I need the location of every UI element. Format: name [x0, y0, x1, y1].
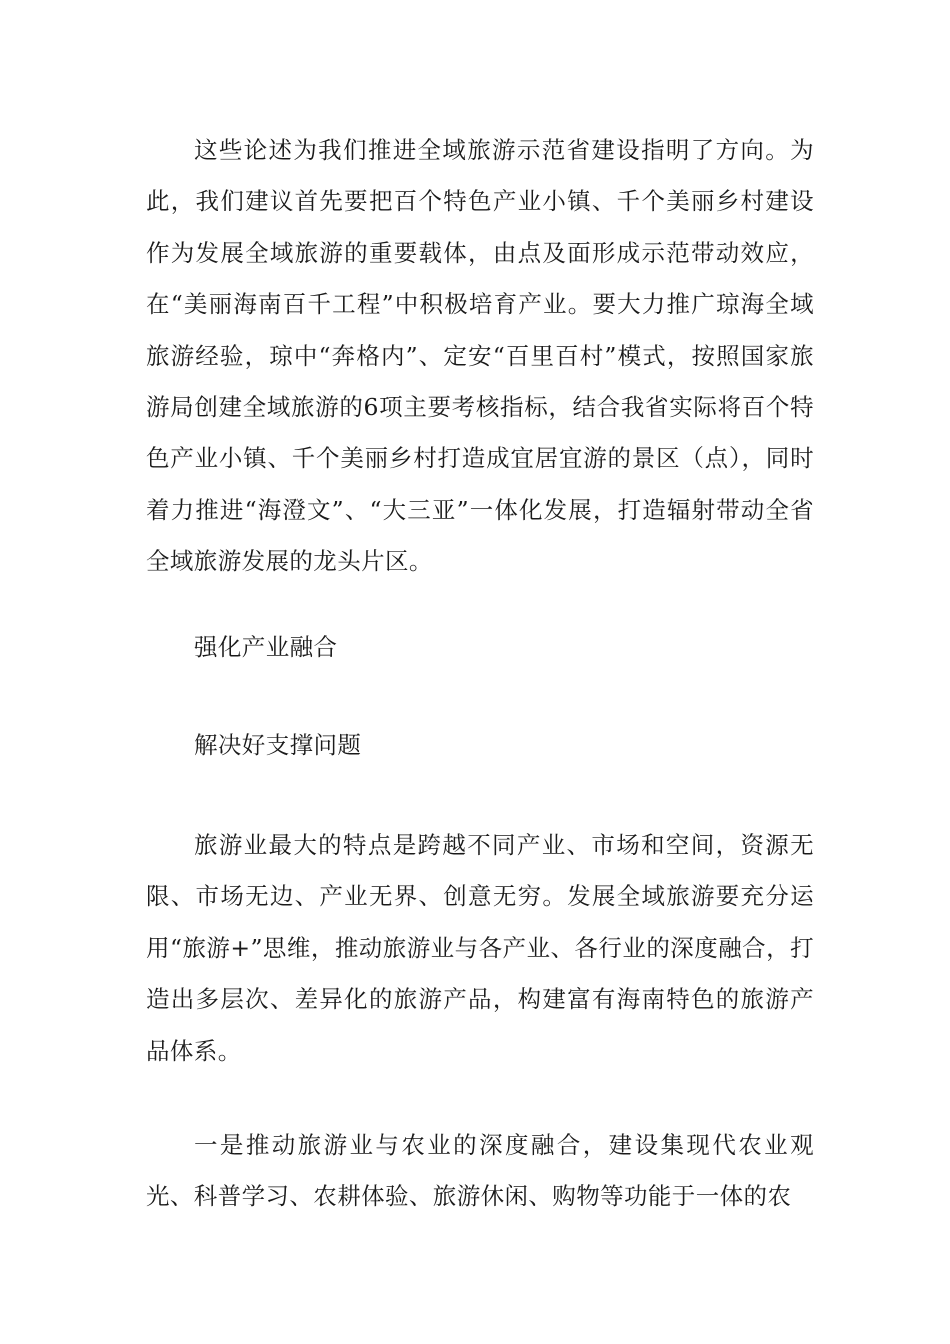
body-paragraph-2: 旅游业最大的特点是跨越不同产业、市场和空间，资源无限、市场无边、产业无界、创意无穷。发展全域旅游要充分运用“旅游+”思维，推动旅游业与各产业、各行业的深度融合，打造出多层次、差异化的旅游产品，构建富有海南特色的旅游产品体系。	[146, 831, 814, 1065]
section-heading-2: 解决好支撑问题	[194, 731, 362, 759]
body-paragraph-3: 一是推动旅游业与农业的深度融合，建设集现代农业观光、科普学习、农耕体验、旅游休闲、购物等功能于一体的农	[146, 1131, 814, 1211]
body-paragraph-1: 这些论述为我们推进全域旅游示范省建设指明了方向。为此，我们建议首先要把百个特色产业小镇、千个美丽乡村建设作为发展全域旅游的重要载体，由点及面形成示范带动效应，在“美丽海南百千工程”中积极培育产业。要大力推广琼海全域旅游经验，琼中“奔格内”、定安“百里百村”模式，按照国家旅游局创建全域旅游的6项主要考核指标，结合我省实际将百个特色产业小镇、千个美丽乡村打造成宜居宜游的景区（点），同时着力推进“海澄文”、“大三亚”一体化发展，打造辐射带动全省全域旅游发展的龙头片区。	[146, 136, 814, 576]
section-heading-1: 强化产业融合	[194, 633, 338, 661]
